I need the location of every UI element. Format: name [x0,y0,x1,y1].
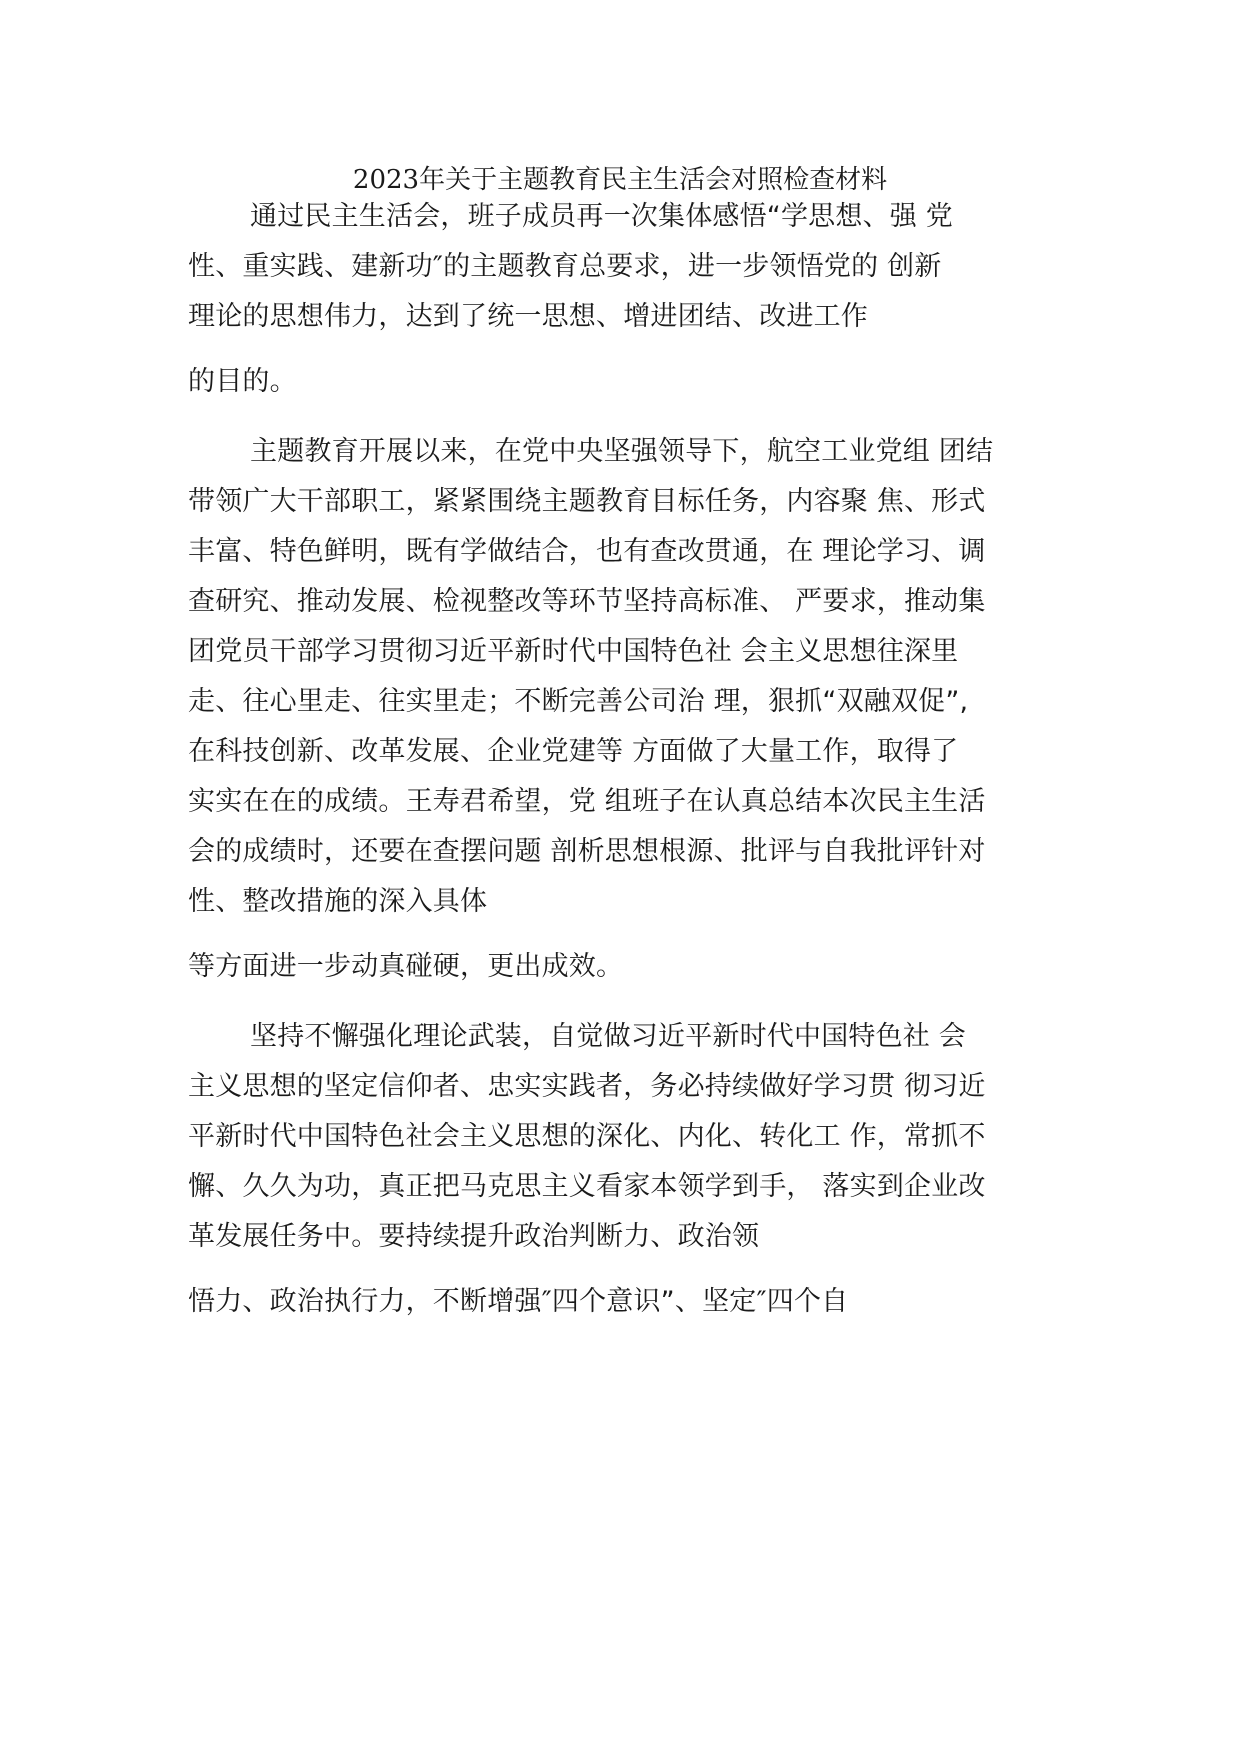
paragraph-line: 懈、久久为功，真正把马克思主义看家本领学到手， 落实到企业改 [188,1171,986,1202]
document-title: 2023年关于主题教育民主生活会对照检查材料 [352,165,888,195]
paragraph-line: 走、往心里走、往实里走；不断完善公司治 理，狠抓“双融双促”, [188,686,969,717]
paragraph-line: 团党员干部学习贯彻习近平新时代中国特色社 会主义思想往深里 [188,636,959,667]
paragraph-line: 主义思想的坚定信仰者、忠实实践者，务必持续做好学习贯 彻习近 [188,1071,986,1102]
paragraph-line: 通过民主生活会，班子成员再一次集体感悟“学思想、强 党 [250,201,953,232]
paragraph-line: 的目的。 [188,366,297,397]
paragraph-line: 主题教育开展以来，在党中央坚强领导下，航空工业党组 团结 [250,436,994,467]
paragraph-line: 会的成绩时，还要在查摆问题 剖析思想根源、批评与自我批评针对 [188,836,986,867]
paragraph-line: 查研究、推动发展、检视整改等环节坚持高标准、 严要求，推动集 [188,586,986,617]
paragraph-line: 在科技创新、改革发展、企业党建等 方面做了大量工作，取得了 [188,736,959,767]
paragraph-line: 实实在在的成绩。王寿君希望，党 组班子在认真总结本次民主生活 [188,786,986,817]
paragraph-line: 革发展任务中。要持续提升政治判断力、政治领 [188,1221,760,1252]
paragraph-line: 悟力、政治执行力，不断增强″四个意识”、坚定″四个自 [188,1286,849,1317]
paragraph-line: 等方面进一步动真碰硬，更出成效。 [188,951,624,982]
paragraph-line: 带领广大干部职工，紧紧围绕主题教育目标任务，内容聚 焦、形式 [188,486,986,517]
paragraph-line: 性、重实践、建新功″的主题教育总要求，进一步领悟党的 创新 [188,251,942,282]
paragraph-line: 坚持不懈强化理论武装，自觉做习近平新时代中国特色社 会 [250,1021,966,1052]
paragraph-line: 理论的思想伟力，达到了统一思想、增进团结、改进工作 [188,301,868,332]
paragraph-line: 平新时代中国特色社会主义思想的深化、内化、转化工 作，常抓不 [188,1121,986,1152]
paragraph-line: 丰富、特色鲜明，既有学做结合，也有查改贯通，在 理论学习、调 [188,536,986,567]
paragraph-line: 性、整改措施的深入具体 [188,886,488,917]
